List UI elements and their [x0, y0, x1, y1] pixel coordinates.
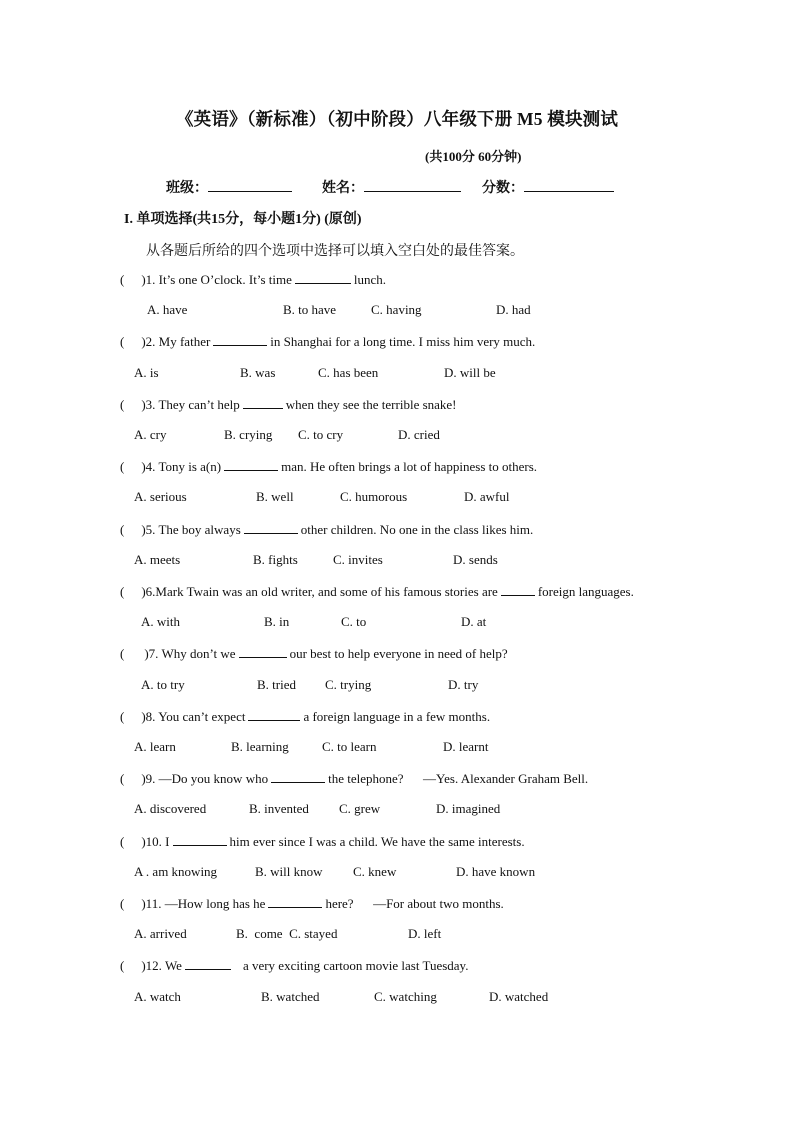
section-instruction: 从各题后所给的四个选项中选择可以填入空白处的最佳答案。: [146, 244, 524, 259]
name-label: 姓名：: [322, 181, 364, 196]
question-11: ( )11. —How long has he here? —For about two months.: [120, 896, 504, 911]
answer-blank[interactable]: [268, 895, 322, 908]
answer-blank[interactable]: [239, 645, 287, 658]
option-d[interactable]: D. have known: [456, 864, 536, 879]
question-10: ( )10. I him ever since I was a child. We have the same interests.: [120, 834, 525, 849]
option-b[interactable]: B. in: [264, 614, 290, 629]
option-a[interactable]: A. is: [134, 365, 159, 380]
answer-blank[interactable]: [224, 458, 278, 471]
answer-blank[interactable]: [244, 521, 298, 534]
option-b[interactable]: B. learning: [231, 739, 289, 754]
answer-blank[interactable]: [248, 708, 300, 721]
question-9: ( )9. —Do you know who the telephone? —Yes. Alexander Graham Bell.: [120, 771, 589, 786]
option-b-c[interactable]: B. come C. stayed: [236, 926, 338, 941]
question-8: ( )8. You can’t expect a foreign language in a few months.: [120, 709, 491, 724]
question-12: ( )12. We a very exciting cartoon movie last Tuesday.: [120, 958, 469, 973]
option-d[interactable]: D. cried: [398, 427, 440, 442]
question-1: ( )1. It’s one O’clock. It’s time lunch.: [120, 272, 387, 287]
option-b[interactable]: B. watched: [261, 989, 320, 1004]
class-label: 班级：: [166, 181, 208, 196]
option-b[interactable]: B. was: [240, 365, 276, 380]
option-b[interactable]: B. tried: [257, 677, 296, 692]
question-3: ( )3. They can’t help when they see the terrible snake!: [120, 397, 457, 412]
option-a[interactable]: A. with: [141, 614, 180, 629]
option-b[interactable]: B. will know: [255, 864, 323, 879]
section-heading: I. 单项选择(共15分，每小题1分) (原创): [124, 212, 362, 227]
option-a[interactable]: A . am knowing: [134, 864, 218, 879]
option-a[interactable]: A. cry: [134, 427, 167, 442]
answer-blank[interactable]: [213, 333, 267, 346]
option-d[interactable]: D. learnt: [443, 739, 489, 754]
question-5: ( )5. The boy always other children. No one in the class likes him.: [120, 522, 534, 537]
question-6: ( )6.Mark Twain was an old writer, and some of his famous stories are foreign languages.: [120, 584, 634, 599]
option-a[interactable]: A. learn: [134, 739, 176, 754]
option-c[interactable]: C. having: [371, 302, 422, 317]
score-blank[interactable]: [524, 177, 614, 192]
option-d[interactable]: D. watched: [489, 989, 549, 1004]
option-d[interactable]: D. had: [496, 302, 531, 317]
option-c[interactable]: C. grew: [339, 801, 381, 816]
option-d[interactable]: D. at: [461, 614, 487, 629]
option-c[interactable]: C. trying: [325, 677, 372, 692]
answer-blank[interactable]: [501, 583, 535, 596]
page-title: 《英语》（新标准）（初中阶段）八年级下册 M5 模块测试: [175, 109, 619, 129]
option-b[interactable]: B. well: [256, 489, 294, 504]
option-a[interactable]: A. to try: [141, 677, 185, 692]
option-d[interactable]: D. sends: [453, 552, 498, 567]
answer-blank[interactable]: [295, 271, 351, 284]
score-label: 分数：: [482, 181, 524, 196]
option-c[interactable]: C. humorous: [340, 489, 408, 504]
option-d[interactable]: D. awful: [464, 489, 510, 504]
option-a[interactable]: A. discovered: [134, 801, 207, 816]
class-field: [166, 177, 292, 197]
question-2: ( )2. My father in Shanghai for a long time. I miss him very much.: [120, 334, 536, 349]
answer-blank[interactable]: [185, 957, 231, 970]
score-field: [482, 177, 614, 197]
answer-blank[interactable]: [173, 833, 227, 846]
question-4: ( )4. Tony is a(n) man. He often brings a lot of happiness to others.: [120, 459, 538, 474]
option-b[interactable]: B. crying: [224, 427, 273, 442]
option-c[interactable]: C. invites: [333, 552, 383, 567]
option-b[interactable]: B. fights: [253, 552, 298, 567]
option-c[interactable]: C. knew: [353, 864, 397, 879]
option-d[interactable]: D. try: [448, 677, 479, 692]
option-c[interactable]: C. to: [341, 614, 367, 629]
page-subtitle: (共100分 60分钟): [425, 149, 522, 164]
option-c[interactable]: C. to learn: [322, 739, 377, 754]
name-blank[interactable]: [364, 177, 461, 192]
option-d[interactable]: D. will be: [444, 365, 496, 380]
name-field: [322, 177, 461, 197]
answer-blank[interactable]: [243, 396, 283, 409]
answer-blank[interactable]: [271, 770, 325, 783]
option-c[interactable]: C. watching: [374, 989, 437, 1004]
option-b[interactable]: B. invented: [249, 801, 309, 816]
option-b[interactable]: B. to have: [283, 302, 337, 317]
option-a[interactable]: A. watch: [134, 989, 181, 1004]
option-a[interactable]: A. arrived: [134, 926, 187, 941]
option-c[interactable]: C. has been: [318, 365, 379, 380]
option-a[interactable]: A. serious: [134, 489, 187, 504]
option-a[interactable]: A. meets: [134, 552, 181, 567]
option-a[interactable]: A. have: [147, 302, 188, 317]
class-blank[interactable]: [208, 177, 292, 192]
question-7: ( )7. Why don’t we our best to help everyone in need of help?: [120, 646, 508, 661]
option-d[interactable]: D. left: [408, 926, 442, 941]
option-c[interactable]: C. to cry: [298, 427, 344, 442]
option-d[interactable]: D. imagined: [436, 801, 501, 816]
